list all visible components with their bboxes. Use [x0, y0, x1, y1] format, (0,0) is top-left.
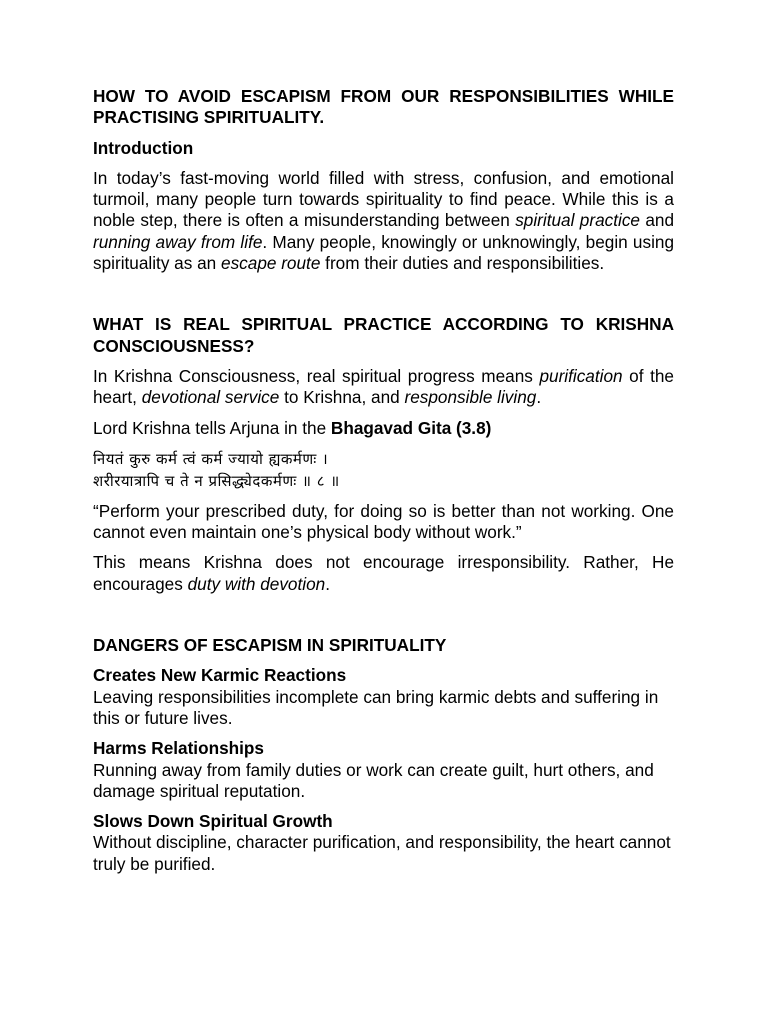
section1-paragraph: [93, 366, 674, 409]
s1-text-4: .: [536, 387, 542, 408]
sanskrit-verse-line-1: नियतं कुरु कर्म त्वं कर्म ज्यायो ह्यकर्मणः ।: [93, 449, 329, 468]
intro-heading: Introduction: [93, 137, 194, 158]
danger-item-title: Harms Relationships: [93, 738, 264, 759]
section1-heading: WHAT IS REAL SPIRITUAL PRACTICE ACCORDING TO KRISHNA CONSCIOUSNESS?: [93, 314, 674, 356]
gita-intro-text: Lord Krishna tells Arjuna in the: [93, 417, 331, 438]
danger-item-text: Without discipline, character purification, and responsibility, the heart cannot truly be purified.: [93, 832, 671, 874]
danger-item-text: Leaving responsibilities incomplete can bring karmic debts and suffering in this or future lives.: [93, 686, 659, 728]
s1-conclusion-text-2: .: [325, 573, 330, 594]
intro-paragraph: [93, 168, 674, 274]
gita-reference: Bhagavad Gita (3.8): [330, 417, 492, 438]
danger-item-title: Slows Down Spiritual Growth: [93, 811, 333, 832]
s1-italic-responsible-living: responsible living: [404, 387, 537, 408]
intro-italic-escape-route: escape route: [221, 253, 321, 274]
intro-text-1: In today’s fast-moving world filled with stress, confusion, and emotional turmoil, many people turn towards spirituality to find peace. While this is a noble step, there is often a misunderstanding between: [93, 167, 674, 231]
intro-italic-spiritual-practice: spiritual practice: [515, 210, 640, 231]
verse-translation: “Perform your prescribed duty, for doing so is better than not working. One cannot even maintain one’s physical body without work.”: [93, 500, 674, 543]
s1-text-1: In Krishna Consciousness, real spiritual progress means: [93, 365, 540, 386]
intro-text-4: from their duties and responsibilities.: [320, 253, 605, 274]
intro-text-2: and: [639, 210, 675, 231]
gita-intro-line: [93, 418, 674, 439]
sanskrit-verse-line-2: शरीरयात्रापि च ते न प्रसिद्ध्येदकर्मणः ॥ ८ ॥: [93, 471, 340, 490]
intro-text-3: . Many people, knowingly or unknowingly, begin using spirituality as an: [93, 231, 675, 274]
danger-item: [93, 811, 674, 875]
danger-item: [93, 738, 674, 802]
s1-text-3: to Krishna, and: [279, 387, 405, 408]
s1-italic-purification: purification: [539, 365, 623, 386]
section2-heading: DANGERS OF ESCAPISM IN SPIRITUALITY: [93, 635, 447, 656]
danger-item-text: Running away from family duties or work can create guilt, hurt others, and damage spiritual reputation.: [93, 759, 654, 801]
document-title: HOW TO AVOID ESCAPISM FROM OUR RESPONSIBILITIES WHILE PRACTISING SPIRITUALITY.: [93, 86, 674, 128]
danger-item: [93, 665, 674, 729]
section1-conclusion: [93, 552, 674, 595]
s1-conclusion-text-1: This means Krishna does not encourage irresponsibility. Rather, He encourages: [93, 552, 674, 594]
intro-italic-running-away: running away from life: [93, 231, 263, 252]
danger-item-title: Creates New Karmic Reactions: [93, 665, 347, 686]
s1-text-2: of the heart,: [93, 365, 674, 408]
s1-italic-duty-with-devotion: duty with devotion: [187, 573, 326, 594]
s1-italic-devotional-service: devotional service: [141, 387, 280, 408]
